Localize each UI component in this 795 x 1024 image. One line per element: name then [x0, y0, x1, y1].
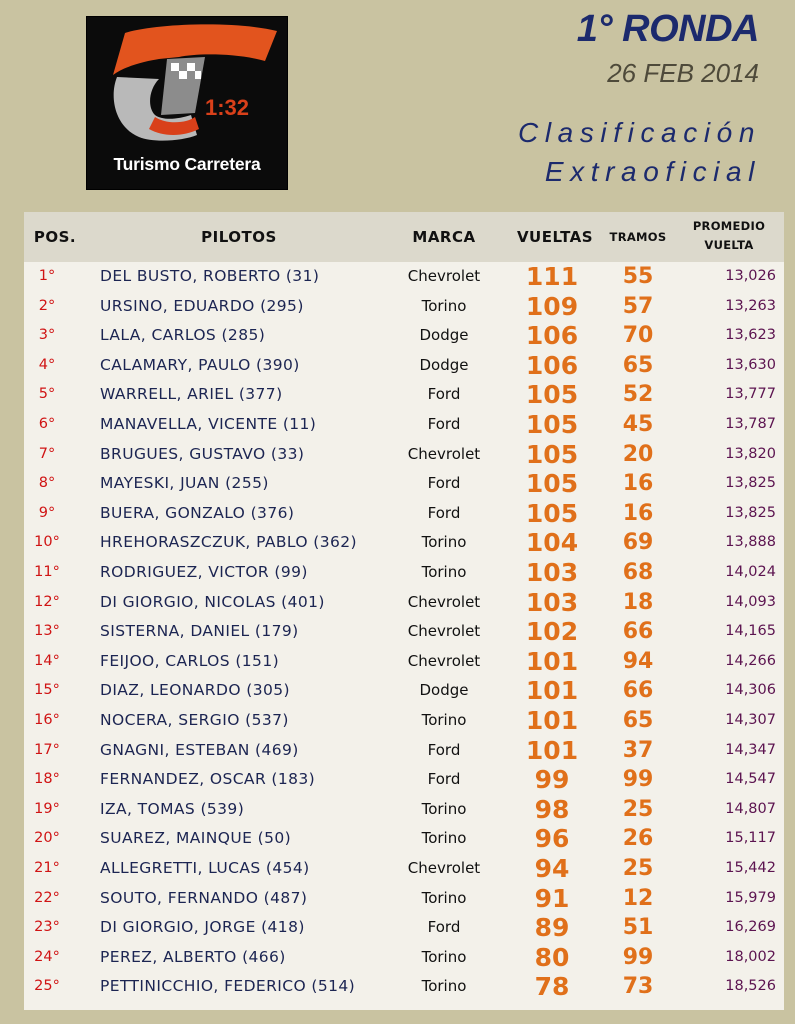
sections-cell: 73 — [622, 974, 654, 1000]
brand-cell: Torino — [421, 947, 467, 966]
laps-cell: 99 — [534, 765, 570, 795]
laps-cell: 98 — [534, 794, 570, 824]
table-row — [24, 410, 784, 440]
driver-name-cell: NOCERA, SERGIO (537) — [100, 711, 289, 729]
brand-cell: Ford — [427, 474, 461, 493]
position-cell: 24° — [34, 948, 60, 965]
laps-cell: 111 — [525, 262, 579, 291]
position-cell: 21° — [34, 860, 60, 876]
sections-cell: 16 — [622, 500, 654, 526]
brand-cell: Chevrolet — [407, 859, 481, 877]
table-row — [24, 736, 784, 766]
sections-cell: 66 — [622, 619, 654, 645]
position-cell: 19° — [34, 800, 60, 817]
average-lap-cell: 15,442 — [725, 860, 776, 876]
table-row — [24, 884, 784, 914]
results-table — [24, 212, 784, 1010]
table-row — [24, 913, 784, 943]
driver-name-cell: RODRIGUEZ, VICTOR (99) — [100, 563, 308, 581]
table-row — [24, 558, 784, 588]
brand-cell: Torino — [421, 829, 467, 848]
position-cell: 23° — [34, 919, 60, 936]
table-row — [24, 647, 784, 677]
position-cell: 2° — [38, 297, 56, 314]
sections-cell: 94 — [622, 648, 654, 674]
header-avg-line2: VUELTA — [704, 238, 754, 252]
brand-cell: Torino — [421, 533, 467, 552]
average-lap-cell: 13,820 — [725, 445, 776, 462]
table-row — [24, 469, 784, 499]
brand-cell: Dodge — [419, 326, 469, 345]
average-lap-cell: 14,547 — [725, 771, 776, 788]
sections-cell: 45 — [622, 412, 654, 437]
table-row — [24, 824, 784, 854]
table-row — [24, 380, 784, 410]
brand-cell: Ford — [427, 770, 461, 789]
sections-cell: 99 — [622, 767, 654, 793]
sections-cell: 26 — [622, 826, 654, 852]
average-lap-cell: 13,630 — [725, 356, 776, 373]
header-avg-line1: PROMEDIO — [692, 219, 766, 233]
driver-name-cell: CALAMARY, PAULO (390) — [100, 355, 300, 374]
average-lap-cell: 13,825 — [725, 504, 776, 521]
header-sections: TRAMOS — [609, 230, 667, 244]
driver-name-cell: DEL BUSTO, ROBERTO (31) — [100, 267, 320, 285]
position-cell: 9° — [38, 504, 56, 521]
sections-cell: 99 — [622, 944, 654, 970]
table-row — [24, 943, 784, 973]
average-lap-cell: 13,623 — [725, 327, 776, 344]
laps-cell: 105 — [525, 469, 579, 499]
driver-name-cell: DIAZ, LEONARDO (305) — [100, 681, 290, 700]
sections-cell: 25 — [622, 856, 654, 881]
driver-name-cell: DI GIORGIO, JORGE (418) — [100, 918, 305, 937]
table-header — [24, 212, 784, 262]
average-lap-cell: 14,266 — [725, 652, 776, 669]
position-cell: 17° — [34, 741, 60, 758]
brand-cell: Ford — [427, 918, 461, 937]
brand-cell: Chevrolet — [407, 444, 481, 463]
classification-title-line2: Extraoficial — [544, 156, 761, 187]
sections-cell: 65 — [622, 708, 654, 733]
driver-name-cell: BRUGUES, GUSTAVO (33) — [100, 444, 305, 463]
brand-cell: Dodge — [419, 355, 469, 374]
header-brand: MARCA — [412, 228, 476, 246]
table-row — [24, 617, 784, 647]
sections-cell: 12 — [622, 885, 654, 911]
driver-name-cell: PEREZ, ALBERTO (466) — [100, 947, 286, 966]
sections-cell: 68 — [622, 560, 654, 585]
laps-cell: 94 — [534, 854, 570, 883]
sections-cell: 57 — [622, 293, 654, 319]
table-row — [24, 588, 784, 618]
brand-cell: Torino — [421, 977, 467, 996]
table-row — [24, 765, 784, 795]
brand-cell: Dodge — [419, 681, 469, 700]
race-date: 26 FEB 2014 — [607, 58, 759, 88]
brand-cell: Torino — [421, 563, 467, 581]
position-cell: 14° — [34, 652, 60, 669]
position-cell: 5° — [38, 386, 56, 403]
brand-cell: Ford — [427, 415, 461, 433]
table-row — [24, 292, 784, 322]
position-cell: 16° — [34, 712, 60, 728]
laps-cell: 96 — [534, 824, 570, 854]
driver-name-cell: IZA, TOMAS (539) — [100, 799, 245, 818]
brand-cell: Ford — [427, 740, 461, 759]
brand-cell: Chevrolet — [407, 651, 481, 670]
laps-cell: 102 — [525, 617, 579, 647]
average-lap-cell: 14,024 — [725, 564, 776, 580]
driver-name-cell: FERNANDEZ, OSCAR (183) — [100, 770, 316, 789]
position-cell: 3° — [38, 327, 56, 344]
brand-cell: Chevrolet — [407, 622, 481, 641]
driver-name-cell: MAYESKI, JUAN (255) — [100, 474, 269, 493]
table-row — [24, 795, 784, 825]
table-row — [24, 676, 784, 706]
sections-cell: 70 — [622, 323, 654, 349]
driver-name-cell: SUAREZ, MAINQUE (50) — [100, 829, 292, 848]
laps-cell: 105 — [525, 380, 579, 410]
driver-name-cell: MANAVELLA, VICENTE (11) — [100, 415, 317, 433]
average-lap-cell: 14,165 — [725, 623, 776, 640]
classification-title-line1: Clasificación — [518, 117, 761, 148]
table-row — [24, 972, 784, 1002]
laps-cell: 80 — [534, 942, 570, 972]
average-lap-cell: 13,888 — [725, 534, 776, 551]
position-cell: 18° — [34, 771, 60, 788]
sections-cell: 25 — [622, 796, 654, 822]
position-cell: 7° — [38, 445, 56, 462]
laps-cell: 106 — [525, 350, 579, 380]
laps-cell: 101 — [525, 646, 579, 676]
laps-cell: 105 — [525, 410, 579, 439]
average-lap-cell: 13,825 — [725, 475, 776, 492]
brand-cell: Torino — [421, 296, 467, 315]
sections-cell: 18 — [622, 589, 654, 615]
table-row — [24, 706, 784, 736]
table-row — [24, 499, 784, 529]
position-cell: 15° — [34, 682, 60, 699]
sections-cell: 65 — [622, 352, 654, 378]
turismo-carretera-logo — [86, 16, 288, 190]
sections-cell: 51 — [622, 915, 654, 941]
brand-cell: Torino — [421, 711, 467, 729]
laps-cell: 109 — [525, 291, 579, 321]
logo-text: Turismo Carretera — [113, 154, 261, 174]
average-lap-cell: 14,347 — [725, 741, 776, 758]
round-title: 1° RONDA — [576, 8, 759, 50]
average-lap-cell: 13,777 — [725, 386, 776, 403]
table-row — [24, 440, 784, 470]
brand-cell: Ford — [427, 385, 461, 404]
brand-cell: Torino — [421, 799, 467, 818]
sections-cell: 20 — [622, 441, 654, 467]
driver-name-cell: HREHORASZCZUK, PABLO (362) — [100, 533, 357, 552]
brand-cell: Torino — [421, 888, 467, 907]
table-row — [24, 854, 784, 884]
laps-cell: 101 — [525, 676, 579, 706]
sections-cell: 66 — [622, 678, 654, 704]
average-lap-cell: 13,787 — [725, 416, 776, 432]
table-row — [24, 321, 784, 351]
driver-name-cell: BUERA, GONZALO (376) — [100, 503, 295, 522]
position-cell: 11° — [34, 564, 60, 580]
sections-cell: 55 — [622, 264, 654, 289]
average-lap-cell: 15,117 — [725, 830, 776, 847]
position-cell: 6° — [38, 416, 56, 432]
logo-scale-text: 1:32 — [205, 95, 250, 120]
header-pos: POS. — [33, 228, 77, 246]
laps-cell: 101 — [525, 735, 579, 765]
average-lap-cell: 16,269 — [725, 919, 776, 936]
average-lap-cell: 14,307 — [725, 712, 776, 728]
sections-cell: 69 — [622, 530, 654, 556]
average-lap-cell: 13,026 — [725, 268, 776, 284]
brand-cell: Chevrolet — [407, 267, 481, 285]
position-cell: 8° — [38, 475, 56, 492]
position-cell: 1° — [38, 268, 56, 284]
table-row — [24, 351, 784, 381]
driver-name-cell: SOUTO, FERNANDO (487) — [100, 888, 308, 907]
table-row — [24, 528, 784, 558]
laps-cell: 103 — [525, 587, 579, 617]
position-cell: 20° — [34, 830, 60, 847]
laps-cell: 106 — [525, 321, 579, 351]
position-cell: 13° — [34, 623, 60, 640]
laps-cell: 78 — [534, 972, 570, 1002]
driver-name-cell: SISTERNA, DANIEL (179) — [100, 622, 299, 641]
driver-name-cell: WARRELL, ARIEL (377) — [100, 385, 283, 404]
average-lap-cell: 18,526 — [725, 978, 776, 995]
laps-cell: 104 — [525, 528, 579, 558]
driver-name-cell: ALLEGRETTI, LUCAS (454) — [100, 859, 310, 877]
sections-cell: 16 — [622, 471, 654, 497]
laps-cell: 89 — [534, 913, 570, 943]
average-lap-cell: 14,093 — [725, 593, 776, 610]
average-lap-cell: 15,979 — [725, 889, 776, 906]
driver-name-cell: DI GIORGIO, NICOLAS (401) — [100, 592, 325, 611]
driver-name-cell: LALA, CARLOS (285) — [100, 326, 266, 345]
average-lap-cell: 14,807 — [725, 800, 776, 817]
position-cell: 12° — [34, 593, 60, 610]
driver-name-cell: GNAGNI, ESTEBAN (469) — [100, 740, 299, 759]
position-cell: 4° — [38, 356, 56, 373]
header-laps: VUELTAS — [516, 228, 594, 246]
table-row — [24, 262, 784, 292]
driver-name-cell: URSINO, EDUARDO (295) — [100, 296, 304, 315]
position-cell: 25° — [34, 978, 60, 995]
laps-cell: 101 — [525, 706, 579, 735]
laps-cell: 105 — [525, 498, 579, 528]
laps-cell: 103 — [525, 558, 579, 587]
sections-cell: 52 — [622, 382, 654, 408]
average-lap-cell: 18,002 — [725, 948, 776, 965]
laps-cell: 105 — [525, 439, 579, 469]
position-cell: 10° — [34, 534, 60, 551]
driver-name-cell: PETTINICCHIO, FEDERICO (514) — [100, 977, 356, 996]
brand-cell: Ford — [427, 503, 461, 522]
average-lap-cell: 14,306 — [725, 682, 776, 699]
driver-name-cell: FEIJOO, CARLOS (151) — [100, 651, 280, 670]
brand-cell: Chevrolet — [407, 592, 481, 611]
position-cell: 22° — [34, 889, 60, 906]
average-lap-cell: 13,263 — [725, 297, 776, 314]
header-drivers: PILOTOS — [201, 228, 277, 246]
laps-cell: 91 — [534, 883, 570, 913]
sections-cell: 37 — [622, 737, 654, 763]
